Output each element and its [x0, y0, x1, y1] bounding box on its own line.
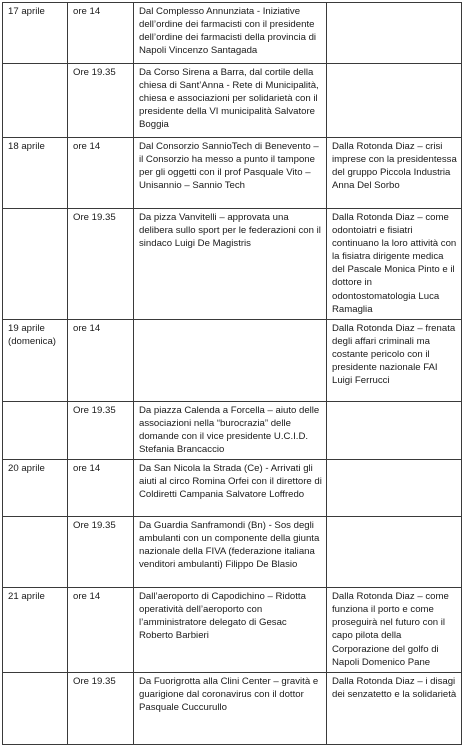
time-cell: ore 14 [68, 588, 134, 673]
time-cell: Ore 19.35 [68, 517, 134, 588]
date-cell: 21 aprile [3, 588, 68, 673]
date-cell [3, 209, 68, 320]
time-cell: ore 14 [68, 138, 134, 209]
table-row [3, 3, 462, 64]
time-cell: Ore 19.35 [68, 401, 134, 459]
event-cell: Dal Consorzio SannioTech di Benevento – il Consorzio ha messo a punto il tampone per gli oggetti con il prof Pasquale Vito – Unisannio – Sannio Tech [134, 138, 327, 209]
time-cell: Ore 19.35 [68, 673, 134, 745]
table-row [3, 673, 462, 745]
diaz-cell: Dalla Rotonda Diaz – come odontoiatri e fisiatri continuano la loro attività con la fisiatra dirigente medica del Pascale Monica Pinto e il dottore in odontostomatologia Luca Ramaglia [327, 209, 462, 320]
diaz-cell: Dalla Rotonda Diaz – frenata degli affari criminali ma costante pericolo con il presidente nazionale FAI Luigi Ferrucci [327, 319, 462, 401]
table-row [3, 319, 462, 401]
date-cell [3, 673, 68, 745]
time-cell: Ore 19.35 [68, 209, 134, 320]
event-cell: Dal Complesso Annunziata - Iniziative dell’ordine dei farmacisti con il presidente dell’ordine dei farmacisti della provincia di Napoli Vincenzo Santagada [134, 3, 327, 64]
table-row [3, 138, 462, 209]
diaz-cell [327, 401, 462, 459]
time-cell: ore 14 [68, 3, 134, 64]
date-cell: 19 aprile (domenica) [3, 319, 68, 401]
event-cell: Da Corso Sirena a Barra, dal cortile della chiesa di Sant’Anna - Rete di Municipalità, chiesa e associazioni per solidarietà con il presidente della VI municipalità Salvatore Boggia [134, 64, 327, 138]
date-cell: 17 aprile [3, 3, 68, 64]
diaz-cell [327, 64, 462, 138]
event-cell [134, 319, 327, 401]
diaz-cell [327, 460, 462, 517]
time-cell: Ore 19.35 [68, 64, 134, 138]
diaz-cell: Dalla Rotonda Diaz – come funziona il porto e come proseguirà nel futuro con il capo pilota della Corporazione del golfo di Napoli Domenico Pane [327, 588, 462, 673]
event-cell: Da Fuorigrotta alla Clini Center – gravità e guarigione dal coronavirus con il dottor Pasquale Cuccurullo [134, 673, 327, 745]
time-cell: ore 14 [68, 460, 134, 517]
event-cell: Da piazza Calenda a Forcella – aiuto delle associazioni nella “burocrazia” delle domande con il vice presidente U.C.I.D. Stefania Brancaccio [134, 401, 327, 459]
schedule-table [2, 2, 462, 745]
event-cell: Da Guardia Sanframondi (Bn) - Sos degli ambulanti con un componente della giunta nazionale della FIVA (federazione italiana venditori ambulanti) Filippo De Blasio [134, 517, 327, 588]
date-cell [3, 64, 68, 138]
table-row [3, 460, 462, 517]
table-row [3, 64, 462, 138]
table-row [3, 209, 462, 320]
diaz-cell: Dalla Rotonda Diaz – i disagi dei senzatetto e la solidarietà [327, 673, 462, 745]
date-cell [3, 517, 68, 588]
table-row [3, 588, 462, 673]
date-cell: 20 aprile [3, 460, 68, 517]
diaz-cell [327, 3, 462, 64]
event-cell: Dall’aeroporto di Capodichino – Ridotta operatività dell’aeroporto con l’amministratore delegato di Gesac Roberto Barbieri [134, 588, 327, 673]
date-cell: 18 aprile [3, 138, 68, 209]
event-cell: Da San Nicola la Strada (Ce) - Arrivati gli aiuti al circo Romina Orfei con il direttore di Coldiretti Campania Salvatore Loffredo [134, 460, 327, 517]
event-cell: Da pizza Vanvitelli – approvata una delibera sullo sport per le federazioni con il sindaco Luigi De Magistris [134, 209, 327, 320]
date-cell [3, 401, 68, 459]
table-row [3, 401, 462, 459]
diaz-cell: Dalla Rotonda Diaz – crisi imprese con la presidentessa del gruppo Piccola Industria Anna Del Sorbo [327, 138, 462, 209]
diaz-cell [327, 517, 462, 588]
table-row [3, 517, 462, 588]
time-cell: ore 14 [68, 319, 134, 401]
